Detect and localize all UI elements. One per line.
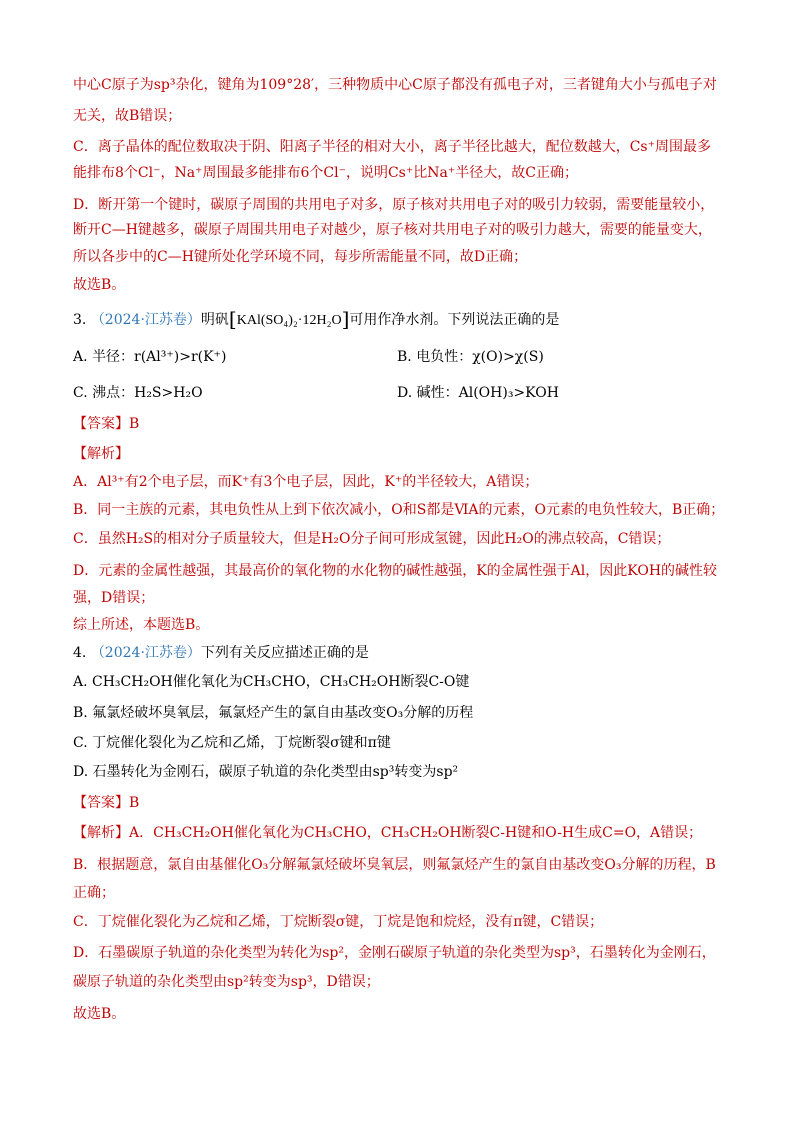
text-line: 故选B。 xyxy=(73,277,126,293)
question-number: 4. xyxy=(73,645,87,661)
text-line: 所以各步中的C—H键所处化学环境不同，每步所需能量不同，故D正确； xyxy=(73,249,528,265)
analysis-line: B．根据题意，氯自由基催化O₃分解氟氯烃破坏臭氧层，则氟氯烃产生的氯自由基改变O₃分解的历程，B xyxy=(73,857,716,873)
question-3-stem: 3. （2024·江苏卷）明矾[KAl(SO₄)₂·12H₂O]可用作净水剂。下列说法正确的是 xyxy=(73,307,560,331)
formula: KAl(SO₄)₂·12H₂O xyxy=(236,313,342,328)
analysis-line: D．元素的金属性越强，其最高价的氧化物的水化物的碱性越强，K的金属性强于Al，因此KOH的碱性较 xyxy=(73,563,718,579)
option-b: B. 氟氯烃破坏臭氧层，氟氯烃产生的氯自由基改变O₃分解的历程 xyxy=(73,705,474,721)
option-a: A. CH₃CH₂OH催化氧化为CH₃CHO，CH₃CH₂OH断裂C-O键 xyxy=(73,674,470,690)
text-line: C．离子晶体的配位数取决于阴、阳离子半径的相对大小，离子半径比越大，配位数越大，Cs⁺周围最多 xyxy=(73,139,711,155)
option-a: A. 半径：r(Al³⁺)>r(K⁺) xyxy=(73,349,227,365)
stem-text: 明矾 xyxy=(200,312,229,328)
answer-label: 【答案】B xyxy=(73,795,140,811)
option-b: B. 电负性：χ(O)>χ(S) xyxy=(397,349,544,365)
analysis-line: 正确； xyxy=(73,885,115,901)
analysis-line: C．丁烷催化裂化为乙烷和乙烯，丁烷断裂σ键，丁烷是饱和烷烃，没有π键，C错误； xyxy=(73,914,604,930)
analysis-line: 【解析】A．CH₃CH₂OH催化氧化为CH₃CHO，CH₃CH₂OH断裂C-H键和O-H生成C=O，A错误； xyxy=(73,825,703,841)
analysis-line: B．同一主族的元素，其电负性从上到下依次减小，O和S都是ⅥA的元素，O元素的电负性较大，B正确； xyxy=(73,502,725,518)
text-line: D．断开第一个键时，碳原子周围的共用电子对多，原子核对共用电子对的吸引力较弱，需要能量较小， xyxy=(73,197,715,213)
text-line: 无关，故B错误； xyxy=(73,108,182,124)
stem-text: 下列有关反应描述正确的是 xyxy=(200,645,369,661)
text-line: 断开C—H键越多，碳原子周围共用电子对越少，原子核对共用电子对的吸引力越大，需要的能量变大， xyxy=(73,222,712,238)
text-line: 中心C原子为sp³杂化，键角为109°28′，三种物质中心C原子都没有孤电子对，三者键角大小与孤电子对 xyxy=(73,77,717,93)
analysis-line: A．Al³⁺有2个电子层，而K⁺有3个电子层，因此，K⁺的半径较大，A错误； xyxy=(73,474,539,490)
option-d: D. 碱性：Al(OH)₃>KOH xyxy=(397,385,559,401)
option-c: C. 丁烷催化裂化为乙烷和乙烯，丁烷断裂σ键和π键 xyxy=(73,735,391,751)
text-line: 能排布8个Cl⁻，Na⁺周围最多能排布6个Cl⁻，说明Cs⁺比Na⁺半径大，故C正确； xyxy=(73,165,578,181)
option-d: D. 石墨转化为金刚石，碳原子轨道的杂化类型由sp³转变为sp² xyxy=(73,764,459,780)
question-4-stem xyxy=(73,643,718,663)
option-c: C. 沸点：H₂S>H₂O xyxy=(73,385,203,401)
question-source: （2024·江苏卷） xyxy=(90,645,201,661)
question-source: （2024·江苏卷） xyxy=(90,312,201,328)
answer-label: 【答案】B xyxy=(73,416,140,432)
analysis-line: 碳原子轨道的杂化类型由sp²转变为sp³，D错误； xyxy=(73,974,380,990)
analysis-label: 【解析】 xyxy=(73,446,129,462)
analysis-line: 故选B。 xyxy=(73,1006,126,1022)
question-number: 3. xyxy=(73,312,87,328)
analysis-line: C．虽然H₂S的相对分子质量较大，但是H₂O分子间可形成氢键，因此H₂O的沸点较高，C错误； xyxy=(73,531,671,547)
analysis-line: 综上所述，本题选B。 xyxy=(73,617,210,633)
analysis-line: D．石墨碳原子轨道的杂化类型为转化为sp²，金刚石碳原子轨道的杂化类型为sp³，石墨转化为金刚石， xyxy=(73,945,716,961)
analysis-line: 强，D错误； xyxy=(73,590,155,606)
stem-text: 可用作净水剂。下列说法正确的是 xyxy=(349,312,560,328)
